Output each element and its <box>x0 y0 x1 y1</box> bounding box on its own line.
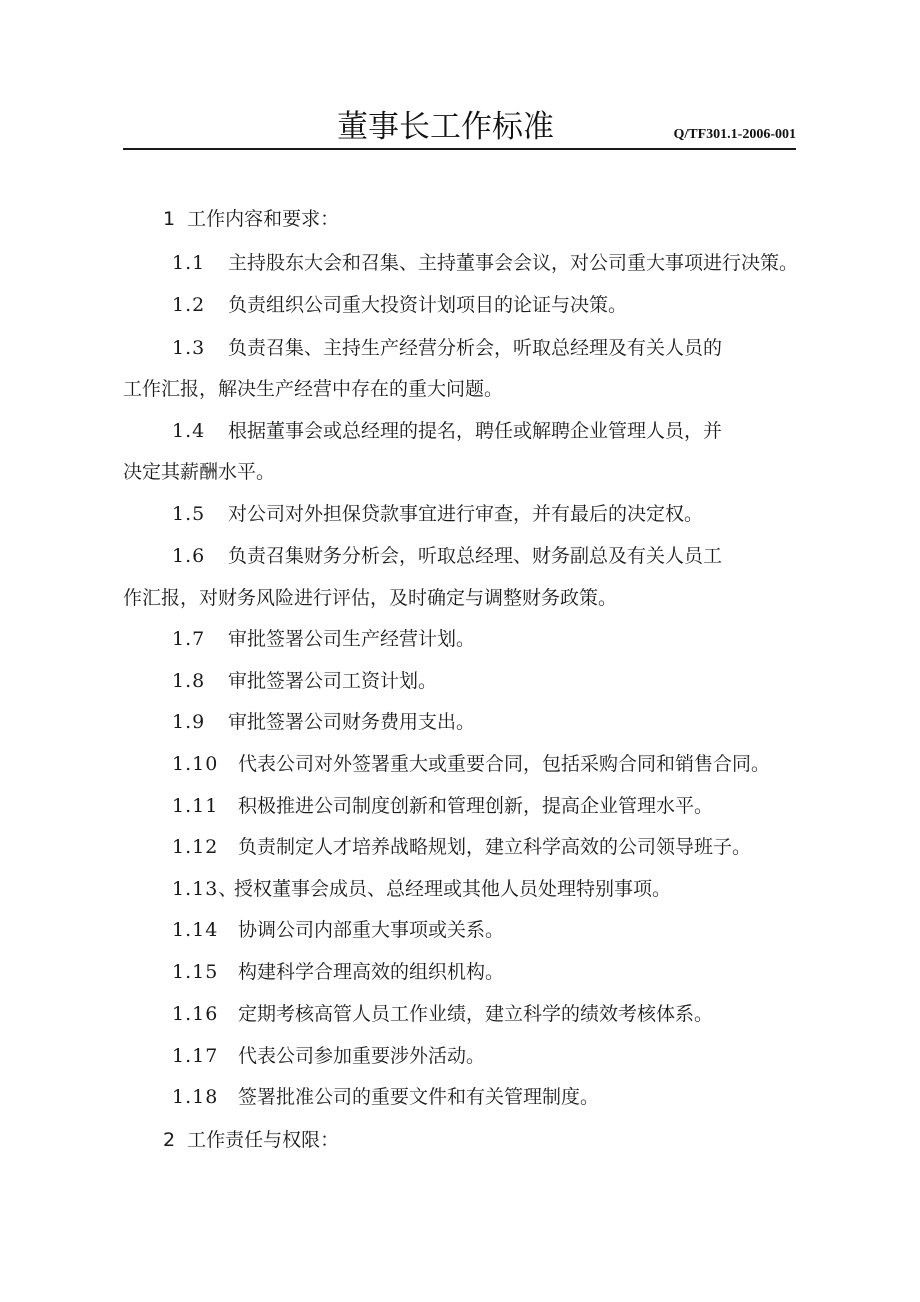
list-item-1-10 <box>172 752 770 776</box>
list-item-1-17 <box>172 1044 485 1068</box>
item-number: 1.5 <box>172 503 206 525</box>
item-number: 1.4 <box>172 420 206 442</box>
list-item-1-4-continuation <box>123 460 275 484</box>
item-text: 定期考核高管人员工作业绩，建立科学的绩效考核体系。 <box>238 1003 714 1025</box>
item-text: 负责制定人才培养战略规划，建立科学高效的公司领导班子。 <box>238 836 752 858</box>
item-number: 1.12 <box>172 836 219 858</box>
list-item-1-18 <box>172 1085 599 1109</box>
item-number: 1.1 <box>172 252 206 274</box>
item-text: 对公司对外担保贷款事宜进行审查，并有最后的决定权。 <box>228 503 704 525</box>
item-text: 负责召集、主持生产经营分析会，听取总经理及有关人员的 <box>228 337 723 359</box>
list-item-1-7 <box>172 627 475 651</box>
item-text: 审批签署公司财务费用支出。 <box>228 711 476 733</box>
section-title: 工作内容和要求： <box>187 208 340 230</box>
list-item-1-5 <box>172 502 703 526</box>
item-number: 1.15 <box>172 961 219 983</box>
list-item-1-8 <box>172 669 437 693</box>
document-code: Q/TF301.1-2006-001 <box>673 127 796 142</box>
item-number: 1.10 <box>172 753 219 775</box>
item-number: 1.3 <box>172 337 206 359</box>
section-number: 1 <box>163 208 176 230</box>
section-heading-1 <box>163 207 339 231</box>
section-heading-2 <box>163 1128 339 1152</box>
item-text: 代表公司对外签署重大或重要合同，包括采购合同和销售合同。 <box>238 753 771 775</box>
list-item-1-6 <box>172 544 722 568</box>
document-title: 董事长工作标准 <box>337 109 554 145</box>
list-item-1-9 <box>172 710 475 734</box>
item-number: 1.8 <box>172 670 206 692</box>
list-item-1-16 <box>172 1002 713 1026</box>
list-item-1-6-continuation <box>123 586 617 610</box>
item-number: 1.16 <box>172 1003 219 1025</box>
item-text-continuation: 作汇报，对财务风险进行评估，及时确定与调整财务政策。 <box>123 587 618 609</box>
item-number: 1.13、 <box>172 878 239 900</box>
list-item-1-11 <box>172 794 713 818</box>
item-number: 1.6 <box>172 545 206 567</box>
item-text: 主持股东大会和召集、主持董事会会议，对公司重大事项进行决策。 <box>228 252 799 274</box>
list-item-1-4 <box>172 419 722 443</box>
item-text: 负责召集财务分析会，听取总经理、财务副总及有关人员工 <box>228 545 723 567</box>
section-number: 2 <box>163 1129 176 1151</box>
list-item-1-2 <box>172 293 627 317</box>
item-text: 根据董事会或总经理的提名，聘任或解聘企业管理人员，并 <box>228 420 723 442</box>
item-number: 1.17 <box>172 1045 219 1067</box>
item-number: 1.11 <box>172 795 219 817</box>
item-text-continuation: 工作汇报，解决生产经营中存在的重大问题。 <box>123 378 504 400</box>
item-number: 1.18 <box>172 1086 219 1108</box>
item-text: 负责组织公司重大投资计划项目的论证与决策。 <box>228 294 628 316</box>
document-header <box>123 108 796 150</box>
list-item-1-12 <box>172 835 751 859</box>
item-text: 审批签署公司生产经营计划。 <box>228 628 476 650</box>
item-text: 代表公司参加重要涉外活动。 <box>238 1045 486 1067</box>
item-number: 1.9 <box>172 711 206 733</box>
item-text: 签署批准公司的重要文件和有关管理制度。 <box>238 1086 600 1108</box>
item-text: 构建科学合理高效的组织机构。 <box>238 961 505 983</box>
item-text: 授权董事会成员、总经理或其他人员处理特别事项。 <box>234 878 672 900</box>
item-text-continuation: 决定其薪酬水平。 <box>123 461 276 483</box>
item-text: 协调公司内部重大事项或关系。 <box>238 919 505 941</box>
item-text: 积极推进公司制度创新和管理创新，提高企业管理水平。 <box>238 795 714 817</box>
item-number: 1.14 <box>172 919 219 941</box>
list-item-1-3 <box>172 336 722 360</box>
section-title: 工作责任与权限： <box>187 1129 340 1151</box>
list-item-1-13 <box>172 877 671 901</box>
list-item-1-14 <box>172 918 504 942</box>
list-item-1-1 <box>172 251 798 275</box>
item-text: 审批签署公司工资计划。 <box>228 670 438 692</box>
list-item-1-3-continuation <box>123 377 503 401</box>
item-number: 1.2 <box>172 294 206 316</box>
item-number: 1.7 <box>172 628 206 650</box>
list-item-1-15 <box>172 960 504 984</box>
